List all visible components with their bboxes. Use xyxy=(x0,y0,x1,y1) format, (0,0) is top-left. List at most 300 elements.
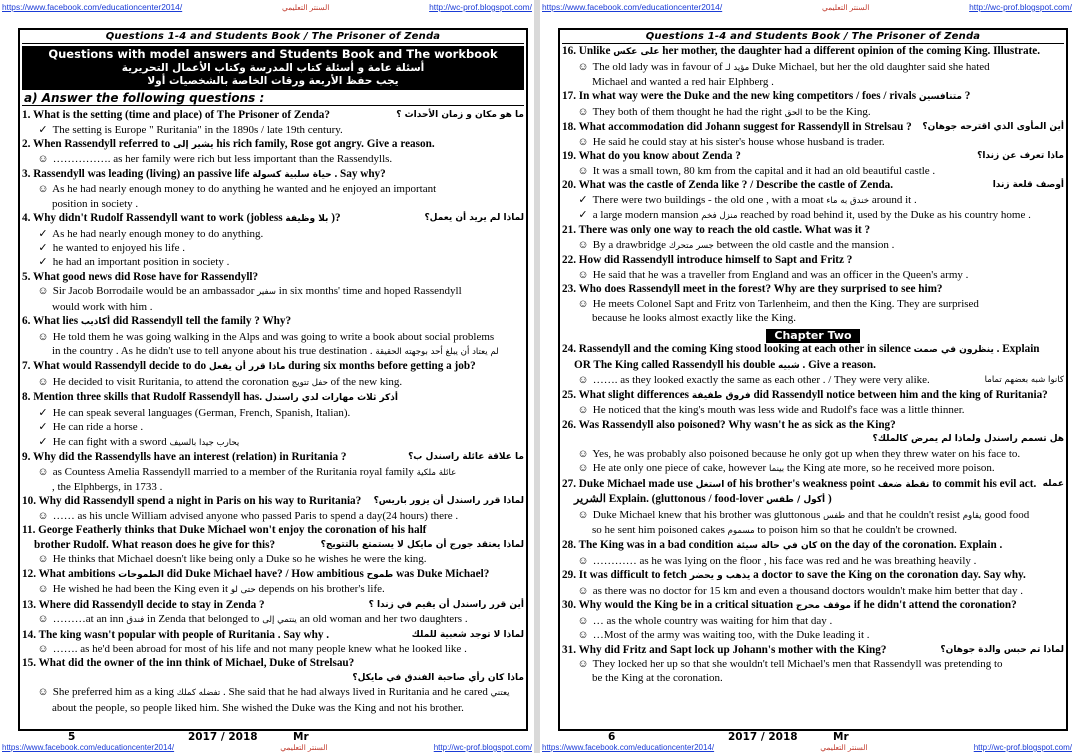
arabic-gloss: أكول / طفس xyxy=(766,495,826,506)
line-text: When Rassendyll referred to xyxy=(33,137,171,150)
question-list xyxy=(562,44,1064,686)
arabic-translation: هل تسمم راسندل ولماذا لم يمرض كالملك؟ xyxy=(872,434,1064,445)
answer-continuation xyxy=(22,300,524,314)
answer-line xyxy=(562,208,1064,223)
arabic-translation: أوصف قلعة زندا xyxy=(992,180,1064,191)
arabic-gloss: يعتني xyxy=(490,688,510,699)
smiley-icon: ☺ xyxy=(577,584,589,597)
arabic-translation: لماذا يعتقد جورج أن مايكل لا يستمتع بالتتويج؟ xyxy=(320,539,524,550)
facebook-link[interactable]: https://www.facebook.com/educationcenter2014/ xyxy=(542,2,723,12)
answer-line xyxy=(22,420,524,434)
line-text: The King was in a bad condition xyxy=(578,539,734,552)
line-text: be the King at the coronation. xyxy=(592,672,723,685)
title-banner xyxy=(22,46,524,90)
line-text: Sir Jacob Borrodaile would be an ambassador xyxy=(52,285,255,298)
smiley-icon: ☺ xyxy=(37,465,49,478)
question-line xyxy=(562,253,1064,268)
check-icon: ✓ xyxy=(578,208,588,221)
line-text: He can ride a horse . xyxy=(52,421,144,434)
page-content xyxy=(562,31,1064,686)
page-6 xyxy=(540,0,1074,753)
line-text: her mother, the daughter had a different opinion of the coming King. Illustrate. xyxy=(662,45,1041,57)
line-text: did Duke Michael have? / How ambitious xyxy=(166,567,364,580)
arabic-gloss: الحق xyxy=(784,107,803,118)
question-number: 21. xyxy=(562,224,576,237)
blog-link-bottom[interactable]: http://wc-prof.blogspot.com/ xyxy=(973,743,1072,752)
line-text: if he didn't attend the coronation? xyxy=(853,599,1017,612)
answer-line xyxy=(562,628,1064,642)
answer-line xyxy=(562,297,1064,311)
blog-link[interactable]: http://wc-prof.blogspot.com/ xyxy=(969,2,1072,12)
page-number: 5 xyxy=(68,731,76,743)
arabic-translation: أين المأوى الذي اقترحه جوهان؟ xyxy=(922,122,1064,133)
line-text: the King ate more, so he received more poison. xyxy=(786,462,995,475)
answer-continuation xyxy=(562,523,1064,538)
line-text: He told them he was going walking in the Alps and was going to write a book about social problems xyxy=(52,330,495,343)
question-line xyxy=(22,598,524,613)
facebook-link-bottom[interactable]: https://www.facebook.com/educationcenter2014/ xyxy=(2,743,175,752)
line-text: on the day of the coronation. Explain . xyxy=(820,539,1003,552)
question-number: 13. xyxy=(22,598,36,611)
banner-arabic-1: أسئلة عامة و أسئلة كتاب المدرسة وكتاب الأعمال التحريرية xyxy=(121,62,425,74)
answer-line xyxy=(22,435,524,450)
facebook-link[interactable]: https://www.facebook.com/educationcenter2014/ xyxy=(2,2,183,12)
line-text: Why did Fritz and Sapt lock up Johann's mother with the King? xyxy=(578,643,887,656)
line-text: It was a small town, 80 km from the capital and it had an old beautiful castle . xyxy=(592,164,936,177)
banner-title: Questions with model answers and Students Book and The workbook xyxy=(48,47,498,61)
arabic-gloss: سفير xyxy=(257,287,277,298)
line-text: good food xyxy=(984,508,1030,521)
line-text: In what way were the Duke and the new king competitors / foes / rivals xyxy=(578,90,917,103)
smiley-icon: ☺ xyxy=(577,268,589,281)
line-text: position in society . xyxy=(52,197,139,210)
answer-line xyxy=(562,193,1064,208)
school-year: 2017 / 2018 xyxy=(188,731,258,743)
line-text: and that he couldn't resist xyxy=(848,508,960,521)
bottom-links xyxy=(2,743,532,753)
smiley-icon: ☺ xyxy=(577,238,589,251)
line-text: He said that he was a traveller from England and was an officer in the Queen's army . xyxy=(592,268,969,281)
question-line xyxy=(562,538,1064,554)
question-line xyxy=(562,120,1064,135)
line-text: ………at an inn xyxy=(52,613,124,626)
line-text: . She said that he had always lived in Ruritania and he cared xyxy=(223,686,488,699)
question-line xyxy=(562,282,1064,297)
line-text: As he had nearly enough money to do anything. xyxy=(52,227,264,240)
arabic-gloss: طموح xyxy=(366,569,394,580)
line-text: He said he could stay at his sister's house whose husband is trader. xyxy=(592,135,885,148)
answer-line xyxy=(22,123,524,137)
arabic-gloss: فندق xyxy=(126,615,145,626)
arabic-translation: عمله xyxy=(1042,478,1064,489)
question-line xyxy=(562,89,1064,105)
smiley-icon: ☺ xyxy=(37,643,49,656)
arabic-translation: ما هو مكان و زمان الأحداث ؟ xyxy=(396,110,524,120)
line-text: How did Rassendyll introduce himself to Sapt and Fritz ? xyxy=(578,254,853,267)
arabic-gloss: فروق طفيفة xyxy=(691,390,751,401)
smiley-icon: ☺ xyxy=(37,583,49,596)
smiley-icon: ☺ xyxy=(577,60,589,73)
answer-line xyxy=(22,509,524,523)
line-text: They locked her up so that she wouldn't tell Michael's men that Rassendyll was pretending to xyxy=(592,658,1003,671)
arabic-translation: لماذا قرر راسندل أن يزور باريس؟ xyxy=(373,496,524,507)
line-text: The king wasn't popular with people of Ruritania . Say why . xyxy=(38,628,330,641)
question-line xyxy=(562,342,1064,358)
top-links xyxy=(542,0,1072,14)
line-text: of the new king. xyxy=(330,375,403,388)
line-text: He ate only one piece of cake, however xyxy=(592,462,767,475)
arabic-gloss: يقاوم xyxy=(962,510,982,521)
question-line xyxy=(562,178,1064,193)
banner-arabic-2: يجب حفظ الأربعة ورقات الخاصة بالشخصيات أولا xyxy=(147,75,399,87)
arabic-translation: أين قرر راسندل أن يقيم في زندا ؟ xyxy=(368,599,524,610)
line-text: As he had nearly enough money to do anything he wanted and he enjoyed an important xyxy=(52,183,437,196)
question-number: 8. xyxy=(22,391,31,404)
smiley-icon: ☺ xyxy=(577,447,589,460)
answer-line xyxy=(22,227,524,241)
line-text: What did the owner of the inn think of Michael, Duke of Strelsau? xyxy=(38,657,355,670)
line-text: There were two buildings - the old one , with a moat xyxy=(592,193,824,206)
question-line xyxy=(562,598,1064,614)
smiley-icon: ☺ xyxy=(577,297,589,310)
line-text: between the old castle and the mansion . xyxy=(716,238,895,251)
arabic-gloss: تفضله كملك xyxy=(176,688,221,699)
question-number: 16. xyxy=(562,45,576,57)
answer-line xyxy=(562,657,1064,671)
center-label: السنتر التعليمي xyxy=(281,2,330,12)
smiley-icon: ☺ xyxy=(37,553,49,566)
arabic-translation: كانوا شبه بعضهم تماما xyxy=(984,375,1064,386)
answer-line xyxy=(22,685,524,700)
question-line xyxy=(562,477,1064,493)
answer-line xyxy=(562,135,1064,149)
question-line xyxy=(22,628,524,643)
arabic-gloss: بينما xyxy=(768,464,785,475)
question-number: 3. xyxy=(22,167,31,180)
answer-line xyxy=(562,447,1064,461)
arabic-gloss: متنافسين xyxy=(918,92,962,103)
question-line xyxy=(22,390,524,406)
blog-link[interactable]: http://wc-prof.blogspot.com/ xyxy=(429,2,532,12)
line-text: reached by road behind it, used by the Duke as his country home . xyxy=(740,208,1031,221)
answer-line xyxy=(562,373,1064,387)
chapter-title: Chapter Two xyxy=(766,329,859,343)
line-text: brother Rudolf. What reason does he give for this? xyxy=(34,538,276,551)
question-number: 19. xyxy=(562,150,576,163)
question-line xyxy=(562,388,1064,404)
line-text: Who does Rassendyll meet in the forest? Why are they surprised to see him? xyxy=(578,283,943,296)
line-text: ………… as he was lying on the floor , his face was red and he was breathing heavily . xyxy=(592,554,977,567)
line-text: Duke Michael made use xyxy=(578,477,693,490)
smiley-icon: ☺ xyxy=(577,554,589,567)
question-line xyxy=(22,137,524,153)
page-number: 6 xyxy=(608,731,616,743)
smiley-icon: ☺ xyxy=(37,686,49,699)
answer-line xyxy=(22,152,524,166)
arabic-gloss: طفس xyxy=(823,510,846,521)
line-text: his rich family, Rose got angry. Give a reason. xyxy=(216,137,435,150)
line-text: to poison him so that he couldn't be crowned. xyxy=(757,524,958,536)
line-text: Rassendyll and the coming King stood looking at each other in silence xyxy=(578,343,911,356)
answer-line xyxy=(562,105,1064,120)
arabic-gloss: مؤيد لـ xyxy=(725,62,750,73)
smiley-icon: ☺ xyxy=(37,330,49,343)
line-text: ……. as he'd been abroad for most of his life and not many people knew what he looked like . xyxy=(52,643,467,656)
line-text: What do you know about Zenda ? xyxy=(578,150,741,163)
line-text: It was difficult to fetch xyxy=(578,569,687,582)
section-heading: a) Answer the following questions : xyxy=(22,91,524,106)
question-number: 30. xyxy=(562,599,576,612)
question-number: 17. xyxy=(562,90,576,103)
line-text: Duke Michael knew that his brother was gluttonous xyxy=(592,508,821,521)
arabic-gloss: ينتمي إلى xyxy=(262,615,297,626)
line-text: Was Rassendyll also poisoned? Why wasn't he as sick as the King? xyxy=(578,418,896,431)
arabic-translation: لماذا لم يريد أن يعمل؟ xyxy=(424,213,524,224)
teacher-label: Mr xyxy=(293,731,309,743)
arabic-gloss: خندق به ماء xyxy=(826,195,870,206)
line-text: did Rassendyll tell the family ? Why? xyxy=(112,315,292,328)
line-text: …… as his uncle William advised anyone who passed Paris to spend a day(24 hours) there . xyxy=(52,509,459,522)
line-text: He noticed that the king's mouth was less wide and Rudolf's face was a little thinner. xyxy=(592,404,965,417)
line-text: He wished he had been the King even it xyxy=(52,583,229,596)
smiley-icon: ☺ xyxy=(37,285,49,298)
line-text: was Duke Michael? xyxy=(396,567,490,580)
arabic-translation: ماذا تعرف عن زندا؟ xyxy=(977,151,1064,162)
smiley-icon: ☺ xyxy=(37,613,49,626)
arabic-gloss: أذكر ثلاث مهارات لدي راسندل xyxy=(264,393,398,404)
arabic-gloss: عائلة ملكية xyxy=(416,467,457,478)
line-text: to be the King. xyxy=(805,105,871,118)
smiley-icon: ☺ xyxy=(577,658,589,671)
line-text: Unlike xyxy=(578,45,611,57)
smiley-icon: ☺ xyxy=(577,374,589,387)
answer-line xyxy=(22,612,524,627)
line-text: What was the castle of Zenda like ? / Describe the castle of Zenda. xyxy=(578,179,894,192)
arabic-gloss: حتى لو xyxy=(230,585,256,596)
question-line xyxy=(22,211,524,227)
answer-continuation xyxy=(562,75,1064,89)
line-text: الشرير Explain. (gluttonous / food-lover xyxy=(574,493,764,506)
line-text: What accommodation did Johann suggest for Rassendyll in Strelsau ? xyxy=(578,121,912,134)
question-line xyxy=(22,270,524,285)
line-text: What would Rassendyll decide to do xyxy=(33,360,207,373)
question-list xyxy=(22,108,524,715)
arabic-gloss: استغل xyxy=(695,479,725,490)
line-text: Why would the King be in a critical situation xyxy=(578,599,794,612)
check-icon: ✓ xyxy=(578,193,588,206)
smiley-icon: ☺ xyxy=(577,404,589,417)
bottom-links xyxy=(542,743,1072,753)
line-text: George Featherly thinks that Duke Michael won't enjoy the coronation of his half xyxy=(38,524,427,537)
line-text: ……. as they looked exactly the same as each other . / They were very alike. xyxy=(592,374,930,387)
line-text: around it . xyxy=(871,193,917,206)
answer-line xyxy=(562,60,1064,75)
line-text: , the Elphbergs, in 1733 . xyxy=(52,481,163,493)
line-text: to commit his evil act. xyxy=(932,477,1037,490)
question-number: 6. xyxy=(22,315,31,328)
line-text: did Rassendyll notice between him and the king of Ruritania? xyxy=(753,388,1048,401)
center-label-bottom: السنتر التعليمي xyxy=(820,743,868,752)
answer-continuation xyxy=(562,671,1064,685)
question-number: 10. xyxy=(22,495,36,508)
question-number: 15. xyxy=(22,657,36,670)
question-number: 22. xyxy=(562,254,576,267)
answer-line xyxy=(562,268,1064,282)
line-text: … as the whole country was waiting for him that day . xyxy=(592,614,833,627)
line-text: )? xyxy=(331,212,341,225)
page-header: Questions 1-4 and Students Book / The Prisoner of Zenda xyxy=(562,31,1064,44)
smiley-icon: ☺ xyxy=(577,614,589,627)
question-number: 1. xyxy=(22,109,31,121)
chapter-heading xyxy=(562,326,1064,341)
answer-line xyxy=(22,465,524,480)
line-text: Why didn't Rudolf Rassendyll want to work (jobless xyxy=(33,212,283,225)
line-text: ) xyxy=(827,493,832,506)
question-number: 18. xyxy=(562,121,576,134)
arabic-gloss: ماذا قرر أن يفعل xyxy=(208,362,286,373)
question-line xyxy=(562,149,1064,164)
question-line xyxy=(562,492,1064,508)
arabic-gloss: كان في حالة سيئة xyxy=(736,541,818,552)
teacher-label: Mr xyxy=(833,731,849,743)
smiley-icon: ☺ xyxy=(577,462,589,475)
line-text: he wanted to enjoyed his life . xyxy=(52,242,186,255)
question-number: 20. xyxy=(562,179,576,192)
line-text: What good news did Rose have for Rassendyll? xyxy=(33,270,259,283)
line-text: By a drawbridge xyxy=(592,238,667,251)
answer-line xyxy=(562,164,1064,178)
answer-continuation xyxy=(22,197,524,211)
answer-line xyxy=(562,554,1064,568)
question-line xyxy=(562,44,1064,60)
line-text: . Give a reason. xyxy=(802,358,876,371)
arabic-gloss: أكاذيب xyxy=(80,317,111,328)
line-text: an old woman and her two daughters . xyxy=(299,613,468,626)
line-text: ……………. as her family were rich but less important than the Rassendylls. xyxy=(52,153,393,166)
check-icon: ✓ xyxy=(38,123,48,136)
arabic-gloss: لم يعتاد أن يبلغ أحد بوجهته الحقيقة xyxy=(375,347,499,358)
line-text: OR The King called Rassendyll his double xyxy=(574,358,776,371)
arabic-gloss: حفل تتويج xyxy=(291,377,328,388)
arabic-gloss: مسموم xyxy=(727,526,755,536)
line-text: She preferred him as a king xyxy=(52,686,175,699)
question-number: 14. xyxy=(22,628,36,641)
line-text: He can speak several languages (German, French, Spanish, Italian). xyxy=(52,406,351,419)
line-text: Where did Rassendyll decide to stay in Zenda ? xyxy=(38,598,265,611)
line-text: There was only one way to reach the old castle. What was it ? xyxy=(578,224,871,237)
arabic-gloss: ينظرون في صمت xyxy=(913,345,994,356)
answer-line xyxy=(562,403,1064,417)
check-icon: ✓ xyxy=(38,256,48,269)
answer-line xyxy=(22,255,524,269)
line-text: What lies xyxy=(33,315,79,328)
question-line xyxy=(22,567,524,583)
question-line xyxy=(22,108,524,123)
school-year: 2017 / 2018 xyxy=(728,731,798,743)
question-line xyxy=(22,314,524,330)
check-icon: ✓ xyxy=(38,227,48,240)
page-5 xyxy=(0,0,534,753)
line-text: . Explain xyxy=(996,343,1040,356)
answer-line xyxy=(562,508,1064,523)
arabic-gloss: شبيه xyxy=(778,360,800,371)
arabic-gloss: يشير إلى xyxy=(173,139,214,150)
blog-link-bottom[interactable]: http://wc-prof.blogspot.com/ xyxy=(433,743,532,752)
question-number: 29. xyxy=(562,569,576,582)
question-number: 7. xyxy=(22,360,31,373)
arabic-gloss: موقف محرج xyxy=(795,601,851,612)
page-header: Questions 1-4 and Students Book / The Prisoner of Zenda xyxy=(22,31,524,44)
line-text: of his brother's weakness point xyxy=(727,477,875,490)
line-text: in the country . As he didn't use to tell anyone about his true destination . xyxy=(52,345,373,358)
question-number: 11. xyxy=(22,524,36,537)
answer-line xyxy=(22,642,524,656)
facebook-link-bottom[interactable]: https://www.facebook.com/educationcenter2014/ xyxy=(542,743,715,752)
answer-line xyxy=(562,461,1064,476)
smiley-icon: ☺ xyxy=(577,508,589,521)
check-icon: ✓ xyxy=(38,435,48,448)
question-number: 2. xyxy=(22,137,31,150)
line-text: The old lady was in favour of xyxy=(592,60,723,73)
question-number: 26. xyxy=(562,418,576,431)
arabic-gloss: منزل فخم xyxy=(701,210,738,221)
answer-continuation xyxy=(562,311,1064,325)
arabic-gloss: نقطة ضعف xyxy=(877,479,930,490)
line-text: The setting is Europe " Ruritania" in the 1890s / late 19th century. xyxy=(52,123,343,136)
line-text: would work with him . xyxy=(52,300,153,313)
answer-line xyxy=(562,614,1064,628)
line-text: so he sent him poisoned cakes xyxy=(592,524,725,536)
line-text: What is the setting (time and place) of The Prisoner of Zenda? xyxy=(33,109,330,121)
line-text: Rassendyll was leading (living) an passive life xyxy=(33,167,250,180)
smiley-icon: ☺ xyxy=(37,375,49,388)
line-text: in six months' time and hoped Rassendyll xyxy=(278,285,462,298)
arabic-gloss: جسر متحرك xyxy=(668,240,714,251)
arabic-translation: ماذا كان رأي صاحبة الفندق في مايكل؟ xyxy=(352,672,524,683)
smiley-icon: ☺ xyxy=(577,164,589,177)
question-number: 24. xyxy=(562,343,576,356)
check-icon: ✓ xyxy=(38,242,48,255)
arabic-gloss: يحارب جيدا بالسيف xyxy=(169,437,240,448)
question-number: 25. xyxy=(562,388,576,401)
answer-line xyxy=(22,241,524,255)
line-text: Mention three skills that Rudolf Rassendyll has. xyxy=(33,391,263,404)
answer-line xyxy=(22,552,524,566)
smiley-icon: ☺ xyxy=(577,105,589,118)
line-text: Why did the Rassendylls have an interest (relation) in Ruritania ? xyxy=(33,451,347,464)
line-text: as Countess Amelia Rassendyll married to a member of the Ruritania royal family xyxy=(52,465,414,478)
check-icon: ✓ xyxy=(38,421,48,434)
arabic-translation: ما علاقة عائلة راسندل ب؟ xyxy=(408,452,524,463)
line-text: because he looks almost exactly like the King. xyxy=(592,312,797,325)
arabic-gloss: يذهب و يحضر xyxy=(689,571,751,582)
center-label: السنتر التعليمي xyxy=(821,2,870,12)
top-links xyxy=(2,0,532,14)
arabic-gloss: حياة سلبية كسولة xyxy=(252,169,332,180)
check-icon: ✓ xyxy=(38,406,48,419)
answer-line xyxy=(22,582,524,597)
answer-line xyxy=(22,330,524,344)
answer-line xyxy=(22,375,524,390)
question-number: 5. xyxy=(22,270,31,283)
line-text: They both of them thought he had the right xyxy=(592,105,782,118)
smiley-icon: ☺ xyxy=(37,153,49,166)
line-text: What slight differences xyxy=(578,388,690,401)
answer-line xyxy=(22,284,524,299)
question-line xyxy=(22,656,524,685)
answer-line xyxy=(22,406,524,420)
center-label-bottom: السنتر التعليمي xyxy=(280,743,328,752)
